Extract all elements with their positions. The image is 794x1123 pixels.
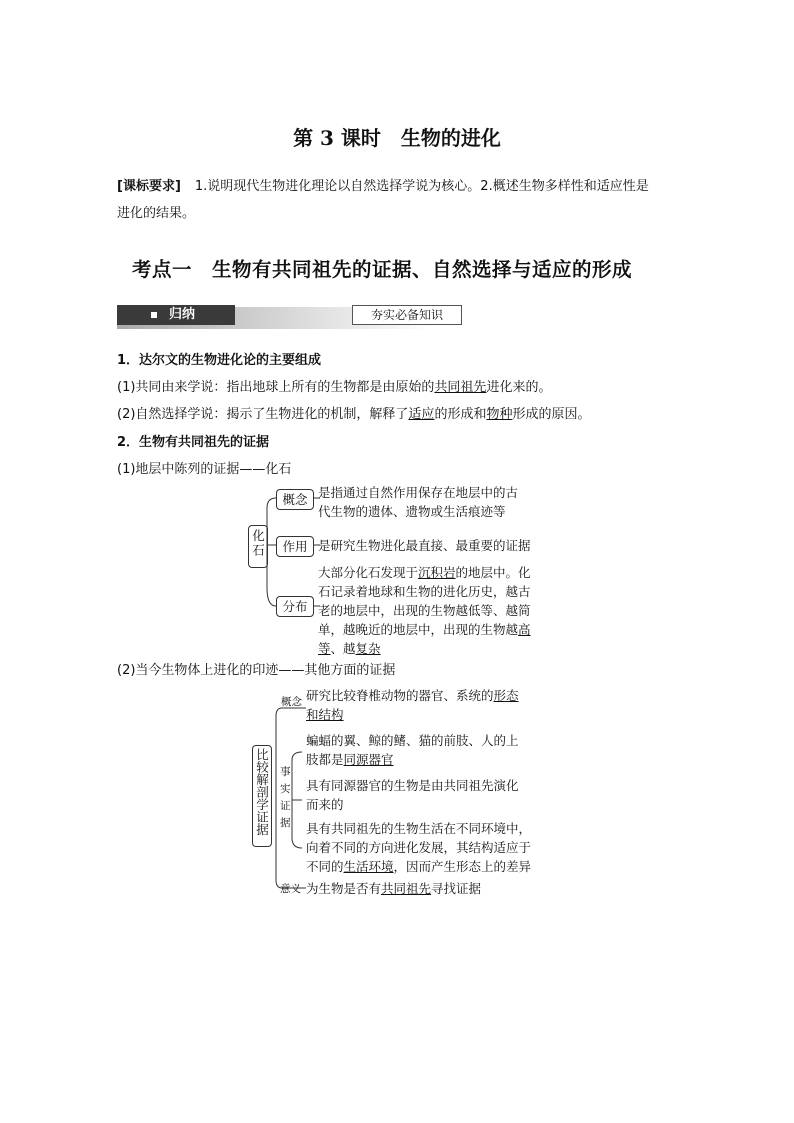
fossil-role-node: 作用 [276, 536, 314, 557]
anatomy-facts-label: 事实证据 [280, 766, 291, 829]
requirements-line-2: 进化的结果。 [117, 206, 196, 221]
requirements-label: [课标要求] [117, 179, 181, 194]
section-banner [117, 303, 443, 329]
fossil-concept-node: 概念 [276, 489, 314, 510]
fossil-concept-text: 是指通过自然作用保存在地层中的古 代生物的遗体、遗物或生活痕迹等 [318, 485, 519, 519]
paragraph-1: (1)共同由来学说：指出地球上所有的生物都是由原始的共同祖先进化来的。 [117, 380, 552, 395]
heading-2: 2．生物有共同祖先的证据 [117, 435, 270, 450]
fossil-role-text: 是研究生物进化最直接、最重要的证据 [318, 538, 531, 553]
paragraph-2: (2)自然选择学说：揭示了生物进化的机制，解释了适应的形成和物种形成的原因。 [117, 407, 591, 422]
anatomy-meaning-text: 为生物是否有共同祖先寻找证据 [306, 881, 482, 896]
anatomy-fact-1: 蝙蝠的翼、鲸的鳍、猫的前肢、人的上 肢都是同源器官 [306, 733, 519, 767]
anatomy-fact-3: 具有共同祖先的生物生活在不同环境中， 向着不同的方向进化发展，其结构适应于 不同的生活环境，因而产生形态上的差异 [306, 821, 532, 874]
anatomy-root-node: 比较解剖学证据 [252, 745, 272, 847]
paragraph-4: (2)当今生物体上进化的印迹——其他方面的证据 [117, 663, 396, 678]
page-title: 第 3 课时 生物的进化 [293, 126, 501, 150]
square-bullet-icon [151, 312, 157, 318]
anatomy-fact-2: 具有同源器官的生物是由共同祖先演化 而来的 [306, 778, 519, 812]
anatomy-concept-text: 研究比较脊椎动物的器官、系统的形态 和结构 [306, 688, 519, 722]
requirements-line-1: [课标要求] 1.说明现代生物进化理论以自然选择学说为核心。2.概述生物多样性和适应性是 [117, 179, 649, 194]
anatomy-concept-label: 概念 [281, 696, 302, 708]
banner-right-label: 夯实必备知识 [352, 305, 462, 325]
anatomy-meaning-label: 意义 [280, 883, 301, 895]
banner-left: 归纳 [117, 305, 235, 325]
fossil-distribution-node: 分布 [276, 596, 314, 617]
fossil-distribution-text: 大部分化石发现于沉积岩的地层中。化 石记录着地球和生物的进化历史，越古 老的地层中，出现的生物越低等、越简 单，越晚近的地层中，出现的生物越高 等、越复杂 [318, 565, 531, 656]
section-heading: 考点一 生物有共同祖先的证据、自然选择与适应的形成 [132, 258, 633, 281]
heading-1: 1．达尔文的生物进化论的主要组成 [117, 353, 322, 368]
fossil-root-node: 化石 [248, 525, 268, 568]
paragraph-3: (1)地层中陈列的证据——化石 [117, 462, 292, 477]
